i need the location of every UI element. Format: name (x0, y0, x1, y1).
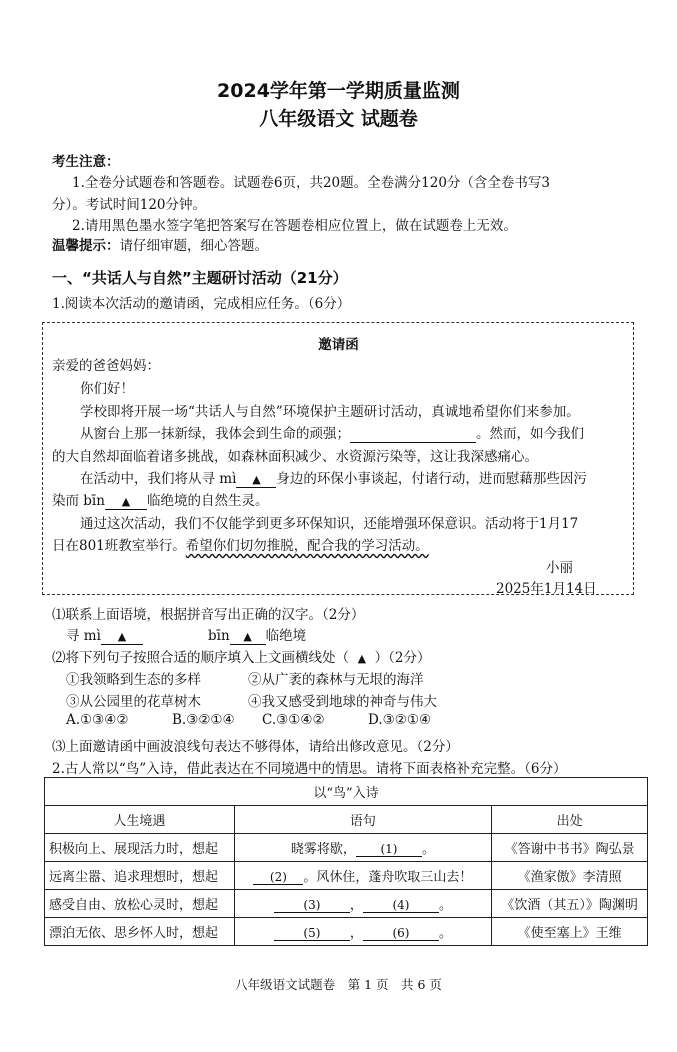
letter-p3-line2 (52, 489, 268, 510)
table-row (45, 862, 648, 890)
tip-line (52, 234, 268, 254)
notice-item2: 2.请用黑色墨水签字笔把答案写在答题卷相应位置上，做在试题卷上无效。 (72, 218, 517, 234)
table-caption: 以“鸟”入诗 (45, 778, 648, 806)
letter-p4-line2 (52, 534, 429, 554)
choice-d: D.③②①④ (368, 712, 432, 728)
tip-label: 温馨提示： (52, 238, 120, 254)
letter-signature: 小丽 (546, 560, 573, 576)
subq1-mi-label: 寻 mì (66, 628, 101, 644)
table-row (45, 890, 648, 918)
letter-hello: 你们好！ (80, 381, 134, 397)
triangle-icon: ▲ (121, 495, 131, 508)
table-cell-situation: 漂泊无依、思乡怀人时，想起 (45, 918, 235, 946)
letter-p3-text-b: 身边的环保小事谈起，付诸行动，进而慰藉那些因污 (276, 471, 587, 487)
page-subtitle: 八年级语文 试题卷 (259, 108, 418, 130)
letter-p2-text-b: 。然而，如今我们 (476, 426, 584, 442)
letter-p4-text: 日在801班教室举行。 (52, 538, 186, 554)
letter-p2-text-a: 从窗台上那一抹新绿，我体会到生命的顽强； (80, 426, 350, 442)
letter-wavy-sentence: 希望你们切勿推脱，配合我的学习活动。 (185, 538, 429, 554)
table-row (45, 834, 648, 862)
table-cell-situation: 感受自由、放松心灵时，想起 (45, 890, 235, 918)
subq2-suffix: ）（2分） (374, 650, 431, 666)
verse-text: 。 (438, 898, 452, 913)
letter-p4-line1: 通过这次活动，我们不仅能学到更多环保知识，还能增强环保意识。活动将于1月17 (80, 516, 579, 532)
letter-greeting: 亲爱的爸爸妈妈： (52, 358, 160, 374)
table-cell-source: 《使至塞上》王维 (492, 918, 648, 946)
letter-blank-bin (105, 493, 147, 510)
option-4: ④我又感受到地球的神奇与伟大 (248, 694, 437, 710)
subq1-bin-suffix: 临绝境 (265, 628, 307, 644)
letter-p3-line1 (80, 467, 587, 488)
table-cell-source: 《饮酒（其五）》陶渊明 (492, 890, 648, 918)
answer-blank: (2) (253, 870, 303, 885)
triangle-icon: ▲ (243, 630, 252, 643)
table-cell-situation: 远离尘嚣、追求理想时，想起 (45, 862, 235, 890)
choice-a: A.①③④② (66, 712, 129, 728)
notice-item1-line2: 分）。考试时间120分钟。 (52, 197, 207, 213)
table-row (45, 918, 648, 946)
table-header: 出处 (492, 806, 648, 834)
subq-1-answers (66, 624, 143, 645)
question-2: 2.古人常以“鸟”入诗，借此表达在不同境遇中的情思。请将下面表格补充完整。（6分） (52, 761, 567, 777)
option-3: ③从公园里的花草树木 (66, 694, 201, 710)
table-cell-source: 《渔家傲》李清照 (492, 862, 648, 890)
letter-p1: 学校即将开展一场“共话人与自然”环境保护主题研讨活动，真诚地希望你们来参加。 (80, 404, 580, 420)
letter-p3-text-a: 在活动中，我们将从寻 mì (80, 471, 237, 487)
letter-title: 邀请函 (318, 337, 359, 353)
subq-3: ⑶上面邀请函中画波浪线句表达不够得体，请给出修改意见。（2分） (52, 739, 459, 755)
verse-text: 。风休住，蓬舟吹取三山去！ (303, 870, 473, 885)
subq-1: ⑴联系上面语境，根据拼音写出正确的汉字。（2分） (52, 607, 365, 623)
table-cell-source: 《答谢中书书》陶弘景 (492, 834, 648, 862)
table-cell-situation: 积极向上、展现活力时，想起 (45, 834, 235, 862)
verse-text: 。 (438, 926, 452, 941)
triangle-icon: ▲ (252, 473, 261, 486)
subq-2 (52, 646, 431, 666)
verse-text: ， (349, 898, 363, 913)
subq1-mi-blank (101, 628, 143, 645)
table-cell-verse (234, 834, 492, 862)
table-cell-verse (234, 862, 492, 890)
table-header: 语句 (234, 806, 492, 834)
subq1-bin-label: bīn (208, 628, 230, 644)
letter-blank-mi (236, 471, 276, 488)
answer-blank: (6) (363, 926, 439, 941)
notice-heading: 考生注意： (52, 154, 120, 170)
page-footer: 八年级语文试题卷 第 1 页 共 6 页 (235, 977, 442, 992)
letter-blank-sentences (350, 426, 476, 443)
letter-p2-line2: 的大自然却面临着诸多挑战，如森林面积减少、水资源污染等，这让我深感痛心。 (52, 449, 538, 465)
section1-heading: 一、“共话人与自然”主题研讨活动（21分） (52, 269, 348, 287)
page-title: 2024学年第一学期质量监测 (217, 80, 460, 102)
question-1: 1.阅读本次活动的邀请函，完成相应任务。（6分） (52, 296, 351, 312)
choice-c: C.③①④② (262, 712, 325, 728)
subq2-text: ⑵将下列句子按照合适的顺序填入上文画横线处（ (52, 650, 349, 666)
answer-blank: (1) (356, 842, 422, 857)
table-header: 人生境遇 (45, 806, 235, 834)
answer-blank: (4) (363, 898, 439, 913)
verse-text: 晓雾将歇， (290, 842, 356, 857)
verse-text: 。 (421, 842, 435, 857)
verse-text: ， (349, 926, 363, 941)
choice-b: B.③②①④ (172, 712, 235, 728)
option-1: ①我领略到生态的多样 (66, 672, 201, 688)
notice-item1-line1: 1.全卷分试题卷和答题卷。试题卷6页，共20题。全卷满分120分（含全卷书写3 (72, 175, 551, 191)
letter-p2-line1 (80, 422, 584, 443)
letter-p3-text-c: 染而 bīn (52, 493, 105, 509)
triangle-icon: ▲ (117, 630, 127, 643)
table-cell-verse (234, 918, 492, 946)
option-2: ②从广袤的森林与无垠的海洋 (248, 672, 424, 688)
poem-table (44, 777, 648, 946)
subq1-bin-blank (230, 628, 266, 645)
tip-text: 请仔细审题，细心答题。 (119, 238, 268, 254)
letter-p3-text-d: 临绝境的自然生灵。 (146, 493, 269, 509)
answer-blank: (5) (274, 926, 350, 941)
answer-blank: (3) (274, 898, 350, 913)
subq-1-answers-b (208, 624, 306, 645)
triangle-icon: ▲ (357, 652, 367, 665)
letter-date: 2025年1月14日 (496, 581, 597, 597)
table-cell-verse (234, 890, 492, 918)
